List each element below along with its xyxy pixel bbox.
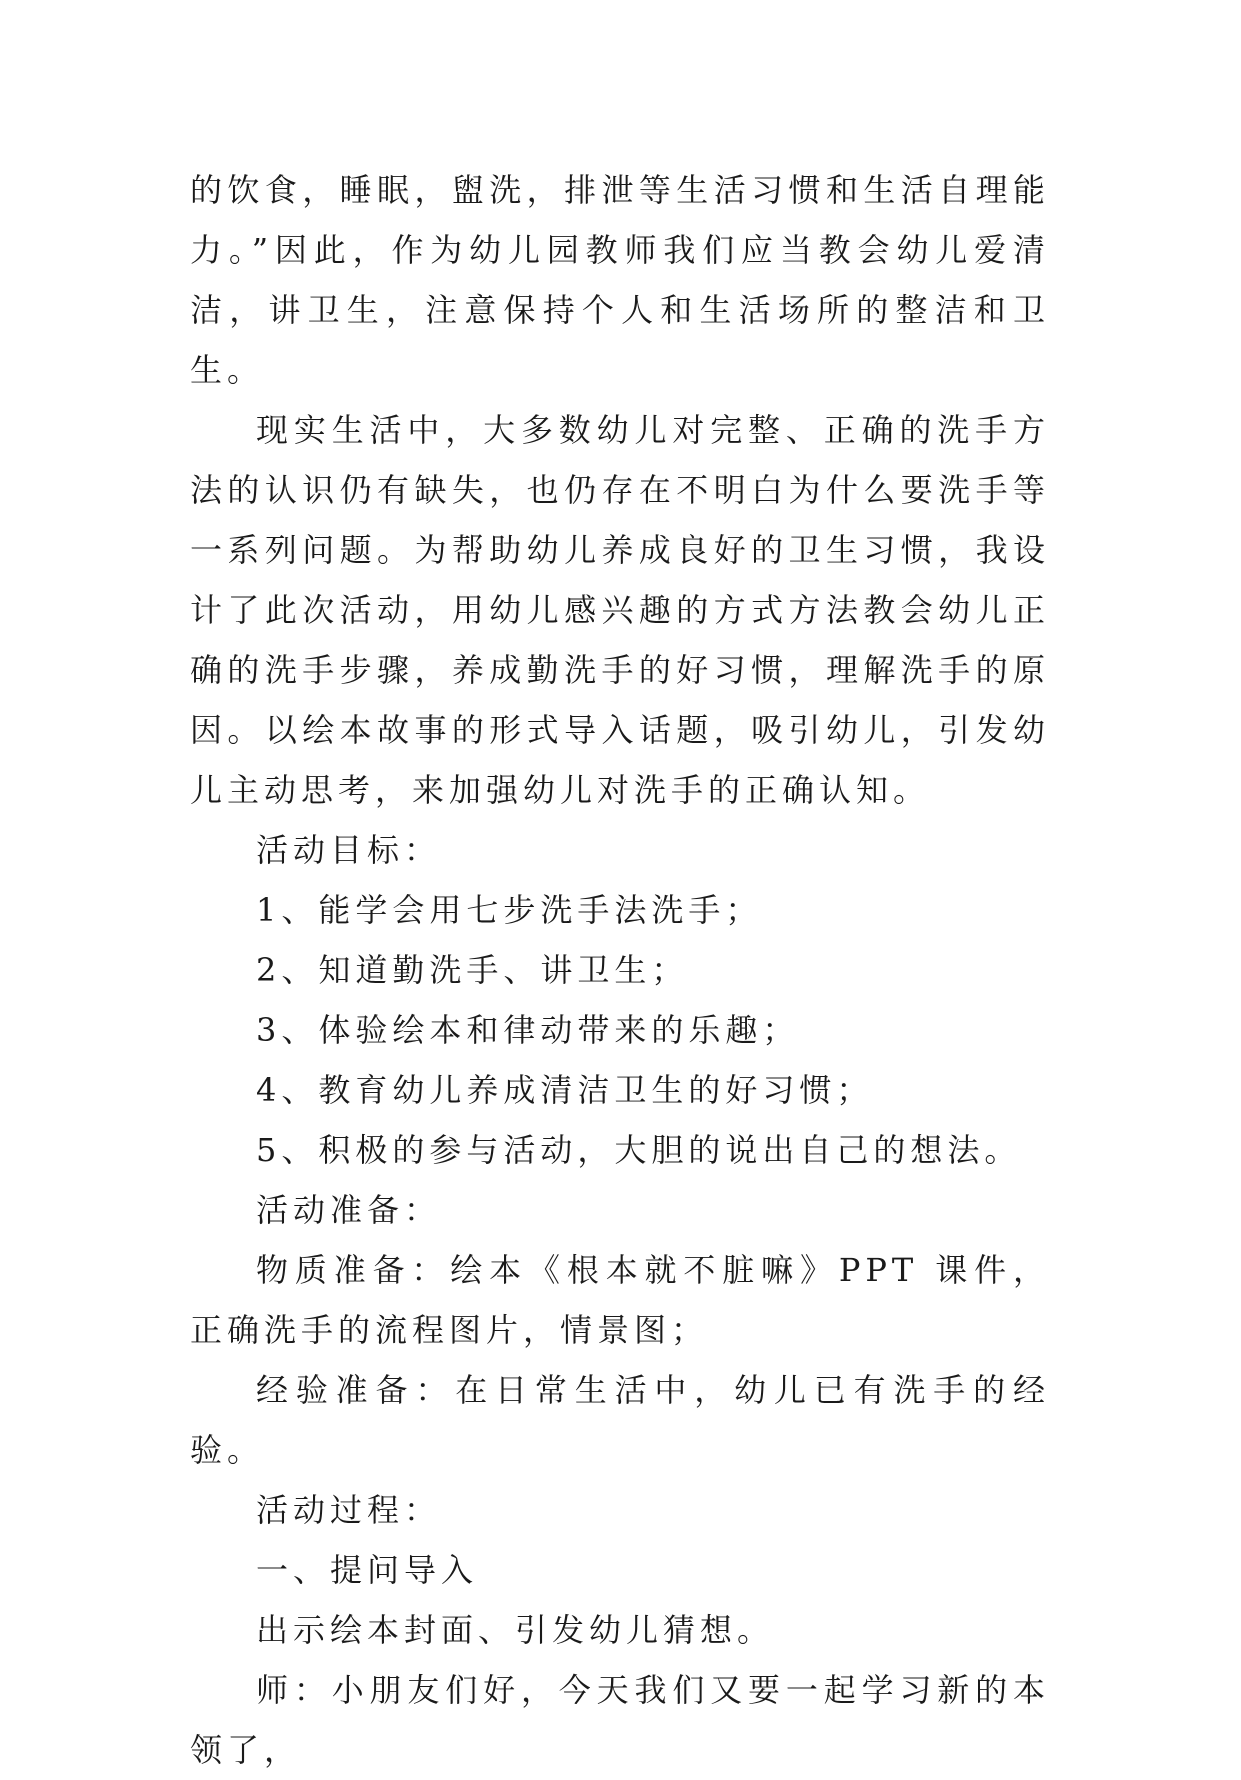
process-step-1-detail: 出示绘本封面、引发幼儿猜想。 [256,1611,775,1649]
goal-item-4: 4、教育幼儿养成清洁卫生的好习惯； [256,1071,874,1109]
goal-item-1: 1、能学会用七步洗手法洗手； [256,891,763,929]
teacher-dialogue: 师：小朋友们好，今天我们又要一起学习新的本领了， [190,1671,1050,1769]
goal-item-2: 2、知道勤洗手、讲卫生； [256,951,689,989]
paragraph-background: 现实生活中，大多数幼儿对完整、正确的洗手方法的认识仍有缺失，也仍存在不明白为什么要洗手等一系列问题。为帮助幼儿养成良好的卫生习惯，我设计了此次活动，用幼儿感兴趣的方式方法教会幼儿正确的洗手步骤，养成勤洗手的好习惯，理解洗手的原因。以绘本故事的形式导入话题，吸引幼儿，引发幼儿主动思考，来加强幼儿对洗手的正确认知。 [190,411,1050,809]
document-body [190,160,1050,1780]
process-step-1-heading: 一、提问导入 [256,1551,479,1589]
preparation-experience: 经验准备：在日常生活中，幼儿已有洗手的经验。 [190,1371,1050,1469]
heading-activity-goals: 活动目标： [256,831,442,869]
paragraph-intro-continued: 的饮食，睡眠，盥洗，排泄等生活习惯和生活自理能力。”因此，作为幼儿园教师我们应当教会幼儿爱清洁，讲卫生，注意保持个人和生活场所的整洁和卫生。 [190,171,1050,389]
preparation-materials: 物质准备：绘本《根本就不脏嘛》PPT 课件，正确洗手的流程图片，情景图； [190,1251,1050,1349]
goal-item-3: 3、体验绘本和律动带来的乐趣； [256,1011,800,1049]
heading-activity-process: 活动过程： [256,1491,442,1529]
goal-item-5: 5、积极的参与活动，大胆的说出自己的想法。 [256,1131,1022,1169]
heading-activity-preparation: 活动准备： [256,1191,442,1229]
